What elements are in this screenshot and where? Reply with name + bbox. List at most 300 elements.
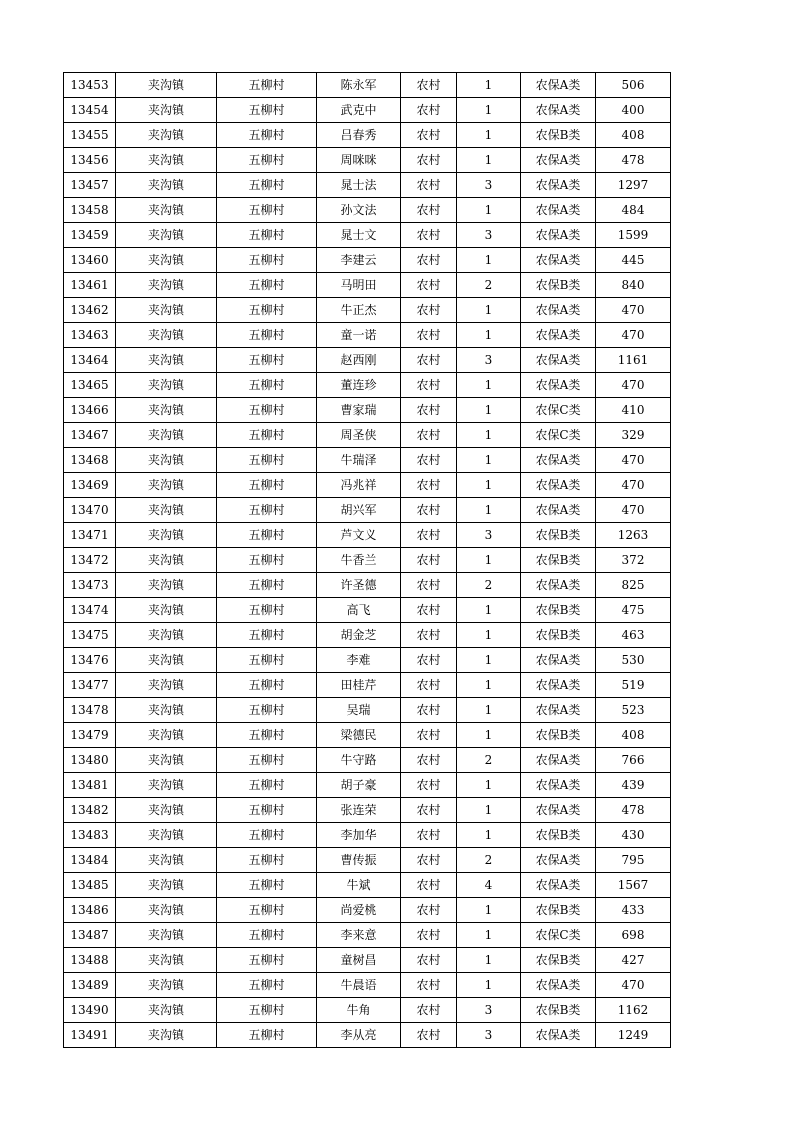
cell-name: 高飞 [317,598,401,623]
cell-village: 五柳村 [217,873,317,898]
cell-serial: 13473 [64,573,116,598]
table-row [64,423,671,448]
cell-persons: 1 [457,398,521,423]
cell-village: 五柳村 [217,798,317,823]
cell-serial: 13482 [64,798,116,823]
cell-category: 农保A类 [521,348,596,373]
table-row [64,673,671,698]
table-row [64,923,671,948]
cell-serial: 13460 [64,248,116,273]
cell-persons: 1 [457,148,521,173]
cell-serial: 13476 [64,648,116,673]
table-row [64,323,671,348]
cell-town: 夹沟镇 [116,448,217,473]
cell-town: 夹沟镇 [116,98,217,123]
cell-residence: 农村 [401,148,457,173]
cell-name: 胡兴军 [317,498,401,523]
cell-persons: 1 [457,473,521,498]
cell-name: 梁德民 [317,723,401,748]
cell-persons: 1 [457,423,521,448]
cell-amount: 430 [596,823,671,848]
cell-persons: 1 [457,323,521,348]
cell-name: 孙文法 [317,198,401,223]
cell-category: 农保B类 [521,123,596,148]
cell-residence: 农村 [401,348,457,373]
cell-serial: 13469 [64,473,116,498]
cell-name: 牛守路 [317,748,401,773]
cell-amount: 523 [596,698,671,723]
cell-village: 五柳村 [217,623,317,648]
cell-town: 夹沟镇 [116,398,217,423]
cell-persons: 1 [457,498,521,523]
cell-persons: 1 [457,923,521,948]
cell-persons: 1 [457,798,521,823]
cell-town: 夹沟镇 [116,173,217,198]
table-row [64,448,671,473]
cell-town: 夹沟镇 [116,273,217,298]
table-row [64,1023,671,1048]
cell-name: 田桂芹 [317,673,401,698]
cell-name: 牛晨语 [317,973,401,998]
cell-town: 夹沟镇 [116,573,217,598]
cell-persons: 1 [457,698,521,723]
cell-serial: 13488 [64,948,116,973]
cell-town: 夹沟镇 [116,673,217,698]
table-row [64,298,671,323]
cell-serial: 13474 [64,598,116,623]
cell-serial: 13485 [64,873,116,898]
cell-serial: 13477 [64,673,116,698]
cell-town: 夹沟镇 [116,798,217,823]
cell-amount: 1297 [596,173,671,198]
records-table [63,72,671,1048]
cell-name: 尚爱桃 [317,898,401,923]
cell-village: 五柳村 [217,573,317,598]
cell-village: 五柳村 [217,598,317,623]
cell-village: 五柳村 [217,498,317,523]
cell-category: 农保B类 [521,598,596,623]
cell-persons: 2 [457,573,521,598]
cell-category: 农保A类 [521,173,596,198]
cell-residence: 农村 [401,423,457,448]
cell-residence: 农村 [401,673,457,698]
cell-residence: 农村 [401,498,457,523]
cell-residence: 农村 [401,323,457,348]
cell-category: 农保A类 [521,973,596,998]
cell-town: 夹沟镇 [116,998,217,1023]
cell-village: 五柳村 [217,148,317,173]
cell-category: 农保B类 [521,823,596,848]
cell-residence: 农村 [401,548,457,573]
cell-amount: 698 [596,923,671,948]
cell-name: 曹传振 [317,848,401,873]
table-row [64,398,671,423]
cell-amount: 470 [596,323,671,348]
cell-category: 农保B类 [521,723,596,748]
cell-persons: 3 [457,1023,521,1048]
cell-serial: 13484 [64,848,116,873]
cell-persons: 1 [457,73,521,98]
cell-serial: 13467 [64,423,116,448]
cell-serial: 13470 [64,498,116,523]
cell-serial: 13491 [64,1023,116,1048]
cell-town: 夹沟镇 [116,498,217,523]
cell-town: 夹沟镇 [116,698,217,723]
cell-serial: 13457 [64,173,116,198]
cell-town: 夹沟镇 [116,823,217,848]
cell-name: 牛角 [317,998,401,1023]
cell-residence: 农村 [401,998,457,1023]
table-row [64,198,671,223]
cell-residence: 农村 [401,273,457,298]
cell-village: 五柳村 [217,348,317,373]
cell-amount: 1162 [596,998,671,1023]
cell-amount: 530 [596,648,671,673]
cell-town: 夹沟镇 [116,773,217,798]
cell-village: 五柳村 [217,923,317,948]
table-row [64,773,671,798]
cell-amount: 433 [596,898,671,923]
cell-residence: 农村 [401,73,457,98]
cell-name: 武克中 [317,98,401,123]
cell-amount: 470 [596,973,671,998]
table-row [64,523,671,548]
cell-residence: 农村 [401,173,457,198]
cell-town: 夹沟镇 [116,598,217,623]
cell-category: 农保C类 [521,923,596,948]
table-row [64,548,671,573]
cell-name: 晁士文 [317,223,401,248]
cell-residence: 农村 [401,748,457,773]
table-row [64,573,671,598]
cell-category: 农保A类 [521,323,596,348]
cell-village: 五柳村 [217,748,317,773]
table-row [64,348,671,373]
cell-amount: 470 [596,473,671,498]
cell-persons: 1 [457,248,521,273]
cell-serial: 13463 [64,323,116,348]
cell-town: 夹沟镇 [116,323,217,348]
cell-serial: 13461 [64,273,116,298]
cell-town: 夹沟镇 [116,73,217,98]
cell-residence: 农村 [401,623,457,648]
cell-village: 五柳村 [217,223,317,248]
cell-name: 童一诺 [317,323,401,348]
table-row [64,498,671,523]
cell-persons: 1 [457,673,521,698]
cell-persons: 1 [457,123,521,148]
cell-persons: 2 [457,748,521,773]
cell-amount: 329 [596,423,671,448]
cell-village: 五柳村 [217,773,317,798]
cell-village: 五柳村 [217,173,317,198]
table-row [64,273,671,298]
cell-amount: 427 [596,948,671,973]
cell-persons: 1 [457,98,521,123]
cell-town: 夹沟镇 [116,648,217,673]
cell-residence: 农村 [401,223,457,248]
cell-persons: 3 [457,523,521,548]
cell-category: 农保A类 [521,148,596,173]
table-region [63,72,671,1048]
cell-village: 五柳村 [217,423,317,448]
cell-name: 李从亮 [317,1023,401,1048]
table-row [64,973,671,998]
cell-village: 五柳村 [217,198,317,223]
cell-serial: 13479 [64,723,116,748]
cell-residence: 农村 [401,248,457,273]
cell-name: 牛正杰 [317,298,401,323]
cell-category: 农保C类 [521,423,596,448]
cell-persons: 1 [457,598,521,623]
cell-name: 牛斌 [317,873,401,898]
cell-category: 农保A类 [521,798,596,823]
cell-village: 五柳村 [217,373,317,398]
cell-serial: 13465 [64,373,116,398]
cell-category: 农保B类 [521,273,596,298]
cell-village: 五柳村 [217,448,317,473]
table-row [64,648,671,673]
cell-amount: 1161 [596,348,671,373]
cell-category: 农保A类 [521,573,596,598]
cell-name: 董连珍 [317,373,401,398]
cell-town: 夹沟镇 [116,873,217,898]
cell-village: 五柳村 [217,398,317,423]
cell-residence: 农村 [401,1023,457,1048]
cell-village: 五柳村 [217,98,317,123]
cell-persons: 3 [457,348,521,373]
table-row [64,148,671,173]
cell-category: 农保A类 [521,198,596,223]
cell-persons: 1 [457,823,521,848]
cell-town: 夹沟镇 [116,248,217,273]
cell-category: 农保A类 [521,298,596,323]
cell-category: 农保A类 [521,98,596,123]
table-row [64,823,671,848]
cell-village: 五柳村 [217,273,317,298]
cell-serial: 13489 [64,973,116,998]
cell-name: 晁士法 [317,173,401,198]
cell-residence: 农村 [401,923,457,948]
cell-residence: 农村 [401,573,457,598]
cell-amount: 825 [596,573,671,598]
cell-village: 五柳村 [217,648,317,673]
cell-serial: 13490 [64,998,116,1023]
cell-residence: 农村 [401,448,457,473]
cell-amount: 840 [596,273,671,298]
cell-persons: 1 [457,448,521,473]
cell-village: 五柳村 [217,723,317,748]
cell-persons: 1 [457,548,521,573]
cell-name: 曹家瑞 [317,398,401,423]
cell-category: 农保B类 [521,548,596,573]
cell-category: 农保C类 [521,398,596,423]
table-row [64,723,671,748]
cell-amount: 470 [596,298,671,323]
cell-town: 夹沟镇 [116,123,217,148]
cell-residence: 农村 [401,773,457,798]
table-row [64,798,671,823]
cell-category: 农保B类 [521,948,596,973]
cell-amount: 478 [596,148,671,173]
cell-category: 农保A类 [521,473,596,498]
cell-category: 农保A类 [521,673,596,698]
cell-town: 夹沟镇 [116,373,217,398]
cell-persons: 1 [457,723,521,748]
cell-residence: 农村 [401,598,457,623]
cell-serial: 13471 [64,523,116,548]
cell-amount: 470 [596,448,671,473]
cell-name: 李难 [317,648,401,673]
cell-serial: 13478 [64,698,116,723]
cell-name: 牛瑞泽 [317,448,401,473]
cell-serial: 13466 [64,398,116,423]
cell-persons: 2 [457,848,521,873]
cell-town: 夹沟镇 [116,923,217,948]
cell-persons: 1 [457,773,521,798]
cell-residence: 农村 [401,848,457,873]
cell-town: 夹沟镇 [116,623,217,648]
table-row [64,873,671,898]
cell-category: 农保A类 [521,73,596,98]
cell-name: 马明田 [317,273,401,298]
cell-village: 五柳村 [217,248,317,273]
cell-amount: 463 [596,623,671,648]
cell-serial: 13480 [64,748,116,773]
table-row [64,473,671,498]
cell-name: 李建云 [317,248,401,273]
cell-town: 夹沟镇 [116,973,217,998]
cell-town: 夹沟镇 [116,548,217,573]
table-row [64,698,671,723]
cell-village: 五柳村 [217,848,317,873]
cell-serial: 13483 [64,823,116,848]
cell-category: 农保A类 [521,698,596,723]
cell-serial: 13481 [64,773,116,798]
cell-town: 夹沟镇 [116,298,217,323]
cell-residence: 农村 [401,123,457,148]
cell-category: 农保B类 [521,898,596,923]
cell-amount: 408 [596,723,671,748]
cell-town: 夹沟镇 [116,1023,217,1048]
cell-town: 夹沟镇 [116,223,217,248]
cell-category: 农保A类 [521,498,596,523]
cell-category: 农保A类 [521,773,596,798]
cell-residence: 农村 [401,648,457,673]
cell-persons: 1 [457,973,521,998]
cell-residence: 农村 [401,723,457,748]
cell-persons: 3 [457,173,521,198]
cell-name: 胡金芝 [317,623,401,648]
cell-serial: 13453 [64,73,116,98]
cell-name: 周咪咪 [317,148,401,173]
records-table-body [64,73,671,1048]
cell-amount: 475 [596,598,671,623]
table-row [64,623,671,648]
cell-name: 周圣侠 [317,423,401,448]
table-row [64,373,671,398]
table-row [64,948,671,973]
table-row [64,598,671,623]
cell-village: 五柳村 [217,548,317,573]
cell-amount: 1599 [596,223,671,248]
table-row [64,748,671,773]
cell-amount: 1567 [596,873,671,898]
cell-name: 芦文义 [317,523,401,548]
cell-category: 农保A类 [521,373,596,398]
cell-amount: 445 [596,248,671,273]
cell-serial: 13468 [64,448,116,473]
cell-town: 夹沟镇 [116,848,217,873]
cell-persons: 3 [457,223,521,248]
cell-name: 赵西刚 [317,348,401,373]
cell-category: 农保A类 [521,748,596,773]
cell-category: 农保A类 [521,448,596,473]
cell-name: 吕春秀 [317,123,401,148]
cell-residence: 农村 [401,698,457,723]
cell-residence: 农村 [401,473,457,498]
cell-amount: 372 [596,548,671,573]
cell-name: 吴瑞 [317,698,401,723]
table-row [64,848,671,873]
cell-residence: 农村 [401,798,457,823]
cell-amount: 519 [596,673,671,698]
cell-persons: 1 [457,648,521,673]
cell-amount: 766 [596,748,671,773]
table-row [64,98,671,123]
cell-town: 夹沟镇 [116,748,217,773]
cell-persons: 4 [457,873,521,898]
cell-name: 李加华 [317,823,401,848]
cell-residence: 农村 [401,373,457,398]
cell-category: 农保B类 [521,998,596,1023]
cell-town: 夹沟镇 [116,148,217,173]
cell-town: 夹沟镇 [116,198,217,223]
cell-name: 冯兆祥 [317,473,401,498]
cell-persons: 3 [457,998,521,1023]
cell-serial: 13454 [64,98,116,123]
cell-amount: 400 [596,98,671,123]
table-row [64,173,671,198]
cell-amount: 478 [596,798,671,823]
cell-village: 五柳村 [217,473,317,498]
cell-category: 农保A类 [521,873,596,898]
cell-category: 农保A类 [521,223,596,248]
cell-village: 五柳村 [217,898,317,923]
cell-persons: 1 [457,898,521,923]
cell-category: 农保A类 [521,1023,596,1048]
cell-name: 李来意 [317,923,401,948]
cell-persons: 1 [457,298,521,323]
cell-town: 夹沟镇 [116,423,217,448]
cell-village: 五柳村 [217,673,317,698]
cell-name: 胡子豪 [317,773,401,798]
cell-residence: 农村 [401,948,457,973]
cell-serial: 13458 [64,198,116,223]
cell-persons: 1 [457,623,521,648]
cell-amount: 410 [596,398,671,423]
table-row [64,223,671,248]
cell-village: 五柳村 [217,823,317,848]
cell-village: 五柳村 [217,948,317,973]
cell-name: 张连荣 [317,798,401,823]
cell-serial: 13456 [64,148,116,173]
cell-serial: 13486 [64,898,116,923]
cell-town: 夹沟镇 [116,898,217,923]
table-row [64,73,671,98]
cell-residence: 农村 [401,898,457,923]
cell-serial: 13487 [64,923,116,948]
